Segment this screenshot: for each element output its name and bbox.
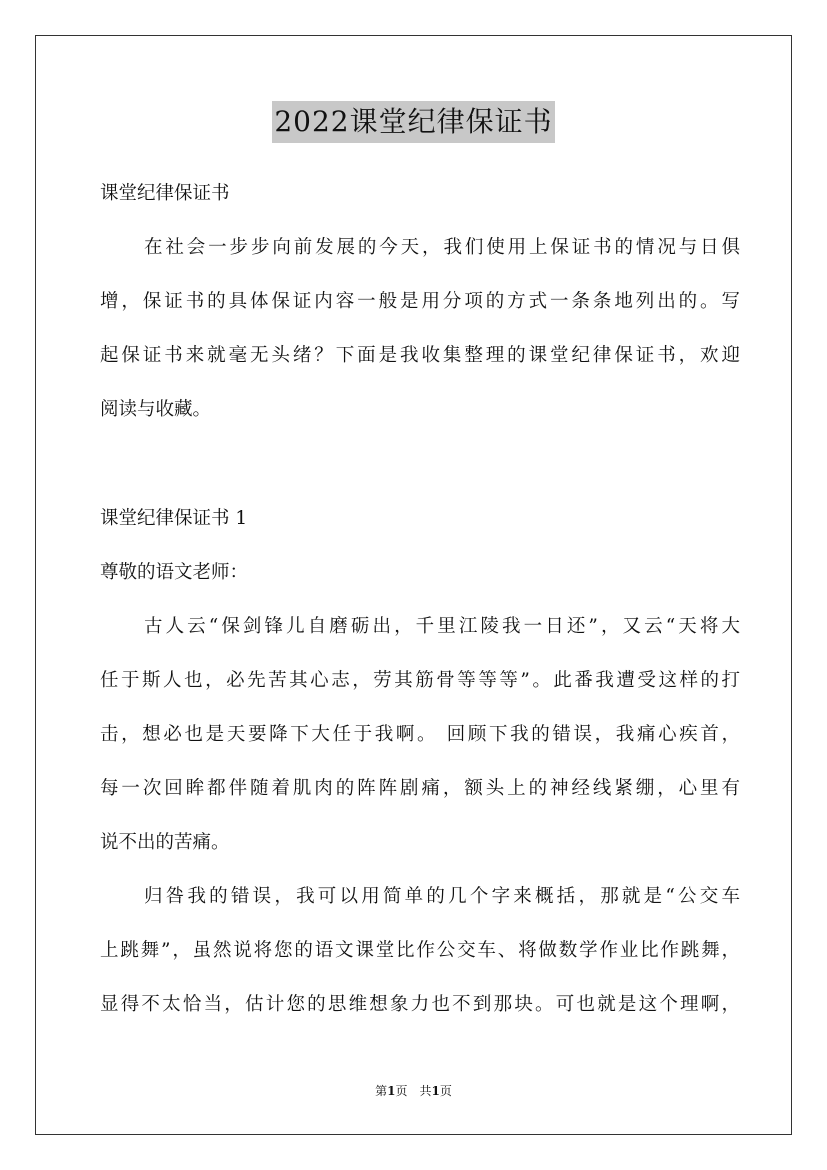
page-footer — [0, 1083, 827, 1099]
paragraph-line: 说不出的苦痛。 — [100, 832, 230, 853]
footer-page-total: 1 — [431, 1084, 440, 1098]
salutation: 尊敬的语文老师： — [100, 562, 249, 583]
paragraph-line: 击，想必也是天要降下大任于我啊。 回顾下我的错误，我痛心疾首， — [100, 724, 740, 745]
section-heading: 课堂纪律保证书 1 — [100, 508, 248, 529]
paragraph-line: 归咎我的错误，我可以用简单的几个字来概括，那就是“公交车 — [144, 886, 740, 907]
paragraph-line: 上跳舞”，虽然说将您的语文课堂比作公交车、将做数学作业比作跳舞， — [100, 940, 740, 961]
paragraph-line: 每一次回眸都伴随着肌肉的阵阵剧痛，额头上的神经线紧绷，心里有 — [100, 778, 740, 799]
paragraph-line: 显得不太恰当，估计您的思维想象力也不到那块。可也就是这个理啊， — [100, 994, 740, 1015]
title-wrap — [0, 101, 827, 143]
paragraph-line: 古人云“保剑锋儿自磨砺出，千里江陵我一日还”，又云“天将大 — [144, 616, 740, 637]
document-title: 2022课堂纪律保证书 — [272, 101, 554, 143]
paragraph-line: 任于斯人也，必先苦其心志，劳其筋骨等等等”。此番我遭受这样的打 — [100, 670, 740, 691]
paragraph-line: 在社会一步步向前发展的今天，我们使用上保证书的情况与日俱 — [144, 237, 740, 258]
section-heading: 课堂纪律保证书 — [100, 183, 230, 204]
paragraph-line: 起保证书来就毫无头绪？下面是我收集整理的课堂纪律保证书，欢迎 — [100, 345, 740, 366]
footer-page-suffix: 页 — [439, 1084, 452, 1098]
footer-page-prefix: 第 — [375, 1084, 388, 1098]
paragraph-line: 阅读与收藏。 — [100, 399, 212, 420]
footer-page-mid: 页 共 — [395, 1084, 432, 1098]
paragraph-line: 增，保证书的具体保证内容一般是用分项的方式一条条地列出的。写 — [100, 291, 740, 312]
footer-page-number: 1 — [387, 1084, 396, 1098]
